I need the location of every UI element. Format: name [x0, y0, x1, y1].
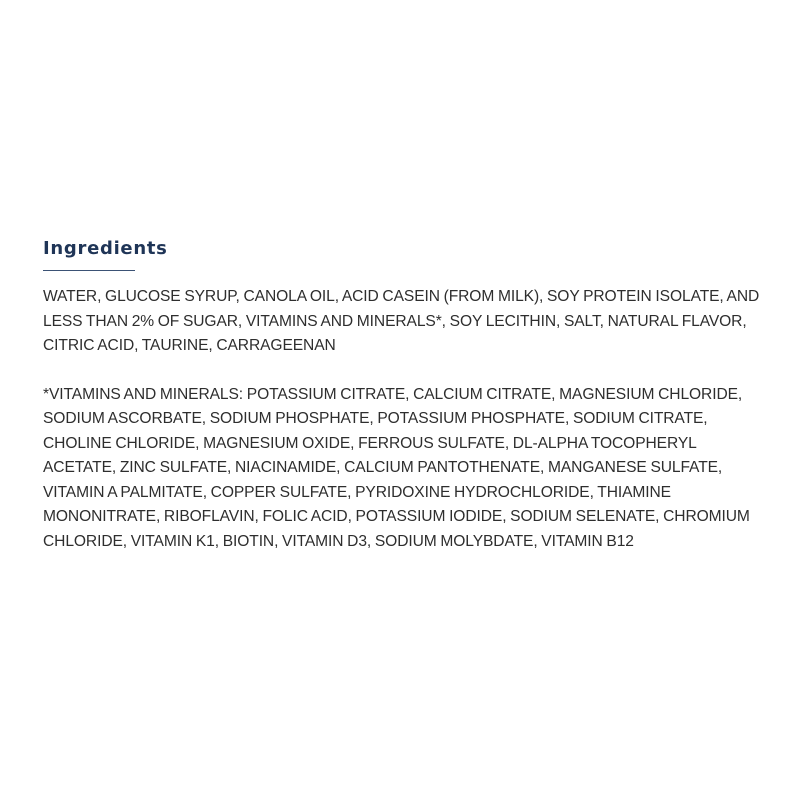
ingredients-paragraph: WATER, GLUCOSE SYRUP, CANOLA OIL, ACID CASEIN (FROM MILK), SOY PROTEIN ISOLATE, AND LESS THAN 2% OF SUGAR, VITAMINS AND MINERALS*, SOY LECITHIN, SALT, NATURAL FLAVOR, CITRIC ACID, TAURINE, CARRAGEENAN: [43, 288, 760, 354]
vitamins-minerals-paragraph: *VITAMINS AND MINERALS: POTASSIUM CITRATE, CALCIUM CITRATE, MAGNESIUM CHLORIDE, SODIUM ASCORBATE, SODIUM PHOSPHATE, POTASSIUM PHOSPHATE, SODIUM CITRATE, CHOLINE CHLORIDE, MAGNESIUM OXIDE, FERROUS SULFATE, DL-ALPHA TOCOPHERYL ACETATE, ZINC SULFATE, NIACINAMIDE, CALCIUM PANTOTHENATE, MANGANESE SULFATE, VITAMIN A PALMITATE, COPPER SULFATE, PYRIDOXINE HYDROCHLORIDE, THIAMINE MONONITRATE, RIBOFLAVIN, FOLIC ACID, POTASSIUM IODIDE, SODIUM SELENATE, CHROMIUM CHLORIDE, VITAMIN K1, BIOTIN, VITAMIN D3, SODIUM MOLYBDATE, VITAMIN B12: [43, 385, 750, 550]
heading-underline: [43, 270, 135, 271]
ingredients-panel: [43, 234, 763, 554]
section-heading: Ingredients: [43, 238, 168, 259]
